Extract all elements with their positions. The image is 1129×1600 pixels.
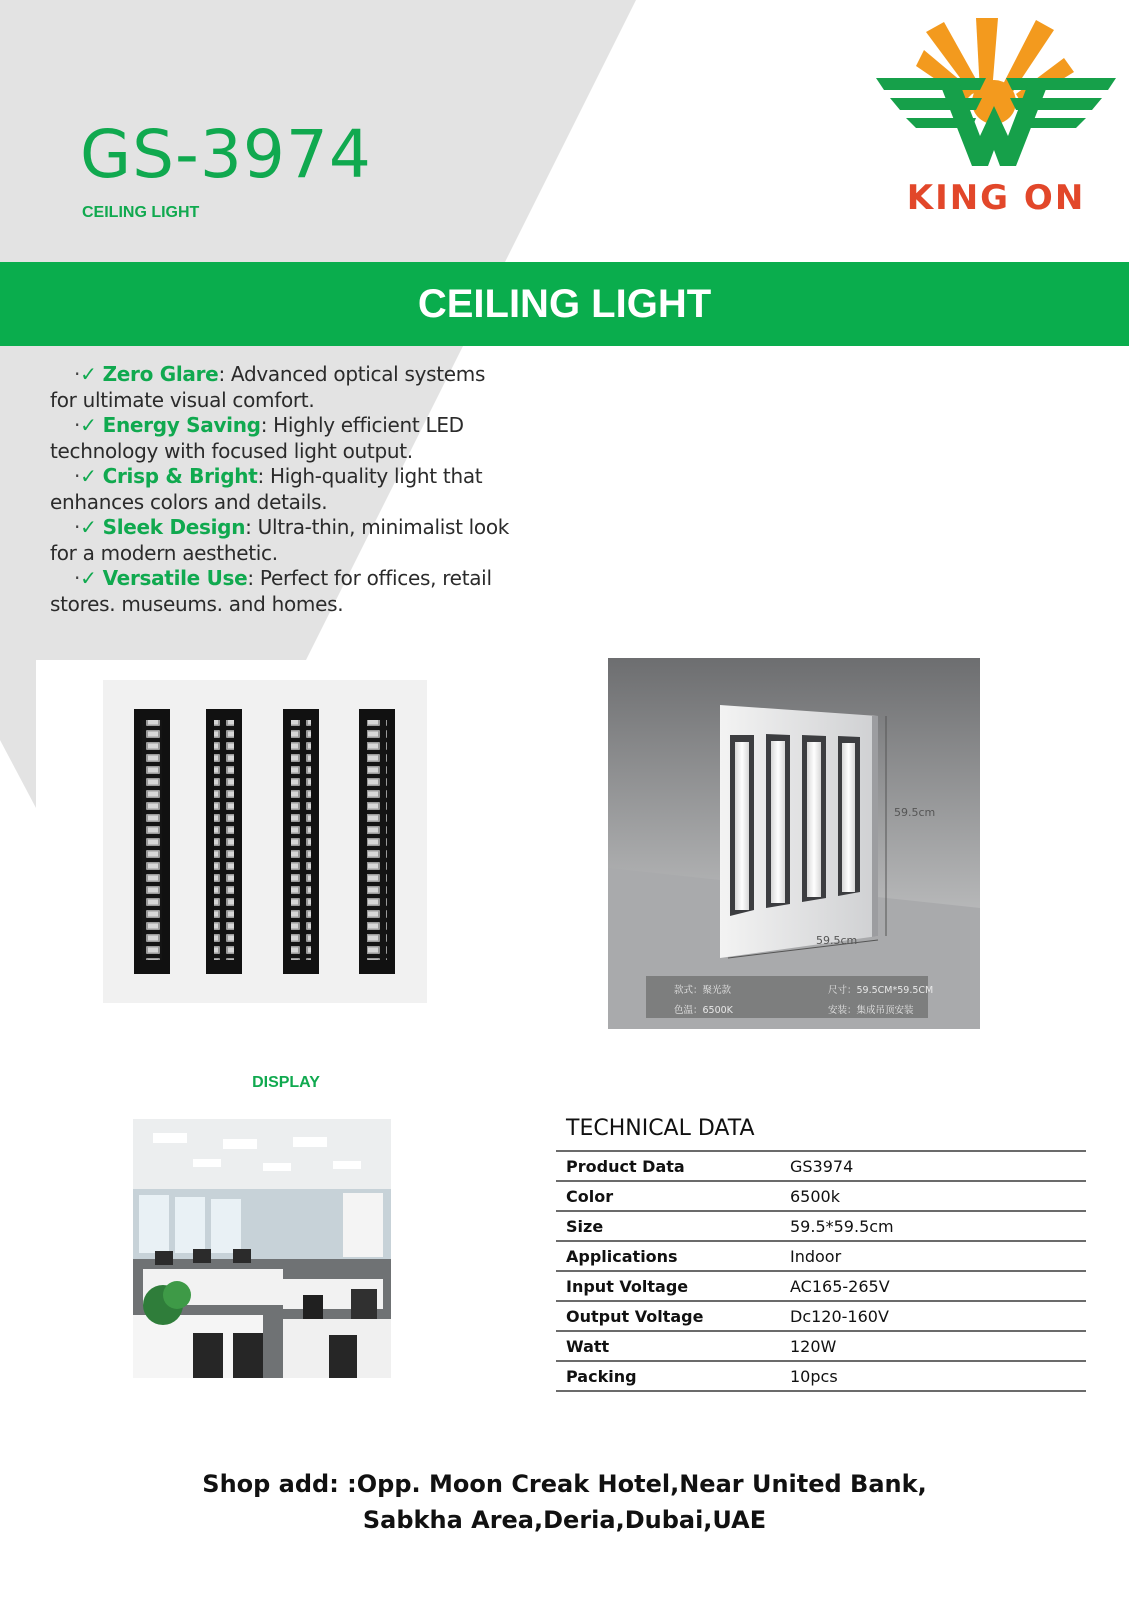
office-illustration — [133, 1119, 391, 1378]
bullet-dot: · — [74, 464, 81, 488]
feature-list — [50, 362, 510, 617]
feature-text: : Highly efficient LED — [260, 413, 464, 437]
banner-title: CEILING LIGHT — [417, 282, 712, 326]
sun-wing-icon — [876, 10, 1116, 180]
height-dimension-label: 59.5cm — [894, 806, 936, 819]
spec-value: 10pcs — [780, 1361, 1086, 1391]
logo-king-on — [876, 10, 1116, 220]
check-icon: ✓ — [80, 566, 97, 590]
feature-item — [50, 413, 510, 464]
display-label: DISPLAY — [252, 1074, 320, 1091]
title-banner — [0, 262, 1129, 346]
photo-spec-style: 款式：聚光款 — [674, 985, 732, 996]
check-icon: ✓ — [80, 464, 97, 488]
spec-value: AC165-265V — [780, 1271, 1086, 1301]
feature-text: : Ultra-thin, minimalist look — [245, 515, 510, 539]
table-row — [556, 1151, 1086, 1181]
spec-value: Dc120-160V — [780, 1301, 1086, 1331]
installed-panel-illustration — [608, 658, 980, 1029]
photo-spec-color-temp: 色温：6500K — [674, 1005, 733, 1016]
spec-key: Product Data — [556, 1151, 780, 1181]
spec-key: Size — [556, 1211, 780, 1241]
table-row — [556, 1181, 1086, 1211]
photo-spec-box — [646, 976, 934, 1018]
width-dimension-label: 59.5cm — [816, 934, 858, 947]
spec-value: 6500k — [780, 1181, 1086, 1211]
feature-item — [50, 362, 510, 413]
feature-text-cont: stores. museums. and homes. — [50, 591, 344, 616]
model-subtitle: CEILING LIGHT — [82, 204, 200, 221]
feature-text-cont: for ultimate visual comfort. — [50, 387, 315, 412]
table-row — [556, 1331, 1086, 1361]
feature-name: Energy Saving — [102, 413, 261, 437]
office-display-photo — [133, 1119, 391, 1378]
feature-name: Zero Glare — [102, 362, 219, 386]
bullet-dot: · — [74, 566, 81, 590]
feature-text-cont: for a modern aesthetic. — [50, 540, 278, 565]
feature-text: : Advanced optical systems — [218, 362, 486, 386]
shop-address — [0, 1466, 1129, 1538]
feature-item — [50, 464, 510, 515]
table-row — [556, 1241, 1086, 1271]
feature-name: Sleek Design — [102, 515, 246, 539]
spec-key: Color — [556, 1181, 780, 1211]
bullet-dot: · — [74, 362, 81, 386]
technical-data-title: TECHNICAL DATA — [566, 1116, 755, 1141]
address-line-1: Shop add: :Opp. Moon Creak Hotel,Near United Bank, — [202, 1470, 927, 1498]
feature-item — [50, 566, 510, 617]
check-icon: ✓ — [80, 362, 97, 386]
logo-text: KING ON — [906, 178, 1086, 218]
photo-spec-size: 尺寸：59.5CM*59.5CM — [828, 985, 934, 996]
spec-value: GS3974 — [780, 1151, 1086, 1181]
product-perspective-photo — [608, 658, 980, 1029]
table-row — [556, 1361, 1086, 1391]
feature-text: : Perfect for offices, retail — [247, 566, 492, 590]
spec-value: 59.5*59.5cm — [780, 1211, 1086, 1241]
spec-key: Packing — [556, 1361, 780, 1391]
spec-key: Input Voltage — [556, 1271, 780, 1301]
check-icon: ✓ — [80, 413, 97, 437]
spec-key: Applications — [556, 1241, 780, 1271]
spec-value: 120W — [780, 1331, 1086, 1361]
led-panel-illustration — [103, 680, 427, 1003]
feature-item — [50, 515, 510, 566]
feature-text-cont: enhances colors and details. — [50, 489, 328, 514]
feature-name: Crisp & Bright — [102, 464, 258, 488]
table-row — [556, 1271, 1086, 1301]
spec-value: Indoor — [780, 1241, 1086, 1271]
feature-text: : High-quality light that — [257, 464, 483, 488]
feature-text-cont: technology with focused light output. — [50, 438, 413, 463]
table-row — [556, 1211, 1086, 1241]
bullet-dot: · — [74, 413, 81, 437]
address-line-2: Sabkha Area,Deria,Dubai,UAE — [362, 1506, 767, 1534]
table-row — [556, 1301, 1086, 1331]
photo-spec-install: 安装：集成吊顶安装 — [828, 1005, 914, 1016]
spec-key: Output Voltage — [556, 1301, 780, 1331]
technical-data-table — [556, 1150, 1086, 1392]
model-number: GS-3974 — [80, 116, 372, 193]
feature-name: Versatile Use — [102, 566, 248, 590]
check-icon: ✓ — [80, 515, 97, 539]
spec-key: Watt — [556, 1331, 780, 1361]
product-front-photo — [103, 680, 427, 1003]
bullet-dot: · — [74, 515, 81, 539]
